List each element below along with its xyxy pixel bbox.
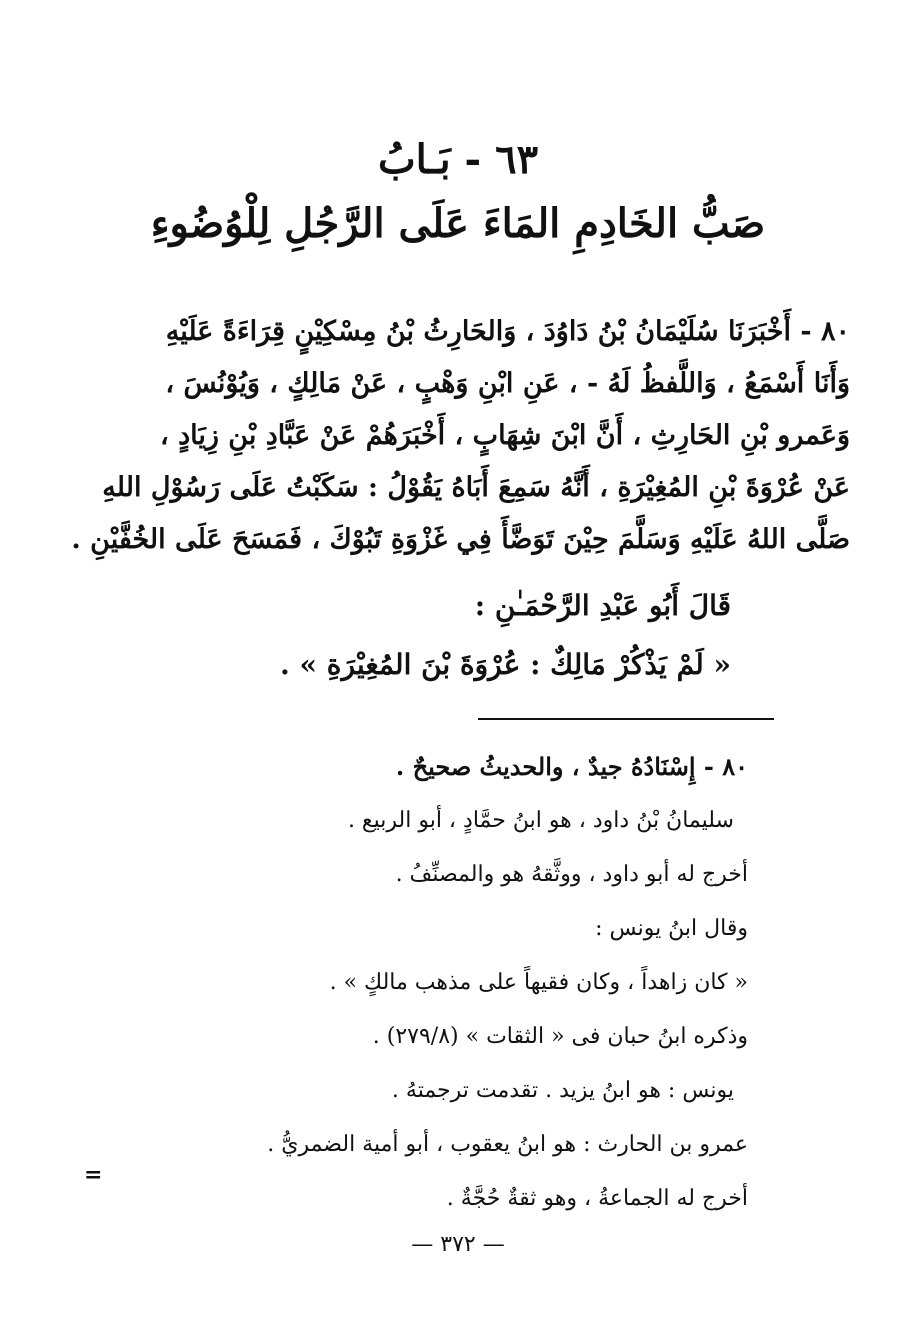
- hadith-line: عَنْ عُرْوَةَ بْنِ المُغِيْرَةِ ، أَنَّهُ سَمِعَ أَبَاهُ يَقُوْلُ : سَكَبْتُ عَلَى رَسُوْلِ اللهِ: [102, 472, 850, 503]
- footnote-divider: [478, 718, 774, 720]
- hadith-line: وَعَمرو بْنِ الحَارِثِ ، أَنَّ ابْنَ شِهَابٍ ، أَخْبَرَهُمْ عَنْ عَبَّادِ بْنِ زِيَادٍ ،: [159, 420, 850, 451]
- footnote-line: أخرج له الجماعةُ ، وهو ثقةٌ حُجَّةٌ .: [446, 1186, 748, 1211]
- author-remark-intro: قَالَ أَبُو عَبْدِ الرَّحْمَـٰنِ :: [474, 589, 731, 622]
- footnote-line: يونس : هو ابنُ يزيد . تقدمت ترجمتهُ .: [391, 1078, 734, 1103]
- chapter-number: ٦٣ - بَـابُ: [377, 136, 539, 183]
- footnote-line: سليمانُ بْنُ داود ، هو ابنُ حمَّادٍ ، أبو الربيع .: [347, 808, 734, 833]
- hadith-text: [60, 306, 850, 566]
- hadith-line: وَأَنَا أَسْمَعُ ، وَاللَّفظُ لَهُ - ، عَنِ ابْنِ وَهْبٍ ، عَنْ مَالِكٍ ، وَيُوْنُسَ ،: [165, 368, 850, 399]
- footnotes: [148, 740, 748, 1226]
- footnote-line: أخرج له أبو داود ، ووثَّقهُ هو والمصنِّفُ .: [395, 862, 748, 887]
- author-remark-quote: « لَمْ يَذْكُرْ مَالِكٌ : عُرْوَةَ بْنَ المُغِيْرَةِ » .: [280, 648, 731, 681]
- hadith-line: ٨٠ - أَخْبَرَنَا سُلَيْمَانُ بْنُ دَاوُدَ ، وَالحَارِثُ بْنُ مِسْكِيْنٍ قِرَاءَةً عَلَيْهِ: [165, 316, 850, 347]
- continuation-mark: =: [84, 1162, 103, 1188]
- footnote-line: عمرو بن الحارث : هو ابنُ يعقوب ، أبو أمية الضمريُّ .: [267, 1132, 748, 1157]
- page-number: — ٣٧٢ —: [411, 1232, 505, 1257]
- hadith-line: صَلَّى اللهُ عَلَيْهِ وَسَلَّمَ حِيْنَ تَوَضَّأَ فِي غَزْوَةِ تَبُوْكَ ، فَمَسَحَ عَلَى الخُفَّيْنِ .: [71, 524, 850, 555]
- footnote-heading: ٨٠ - إِسْنَادُهُ جيدٌ ، والحديثُ صحيحٌ .: [395, 752, 748, 781]
- chapter-title: صَبُّ الخَادِمِ المَاءَ عَلَى الرَّجُلِ لِلْوُضُوءِ: [150, 200, 766, 247]
- footnote-line: وقال ابنُ يونس :: [595, 916, 748, 941]
- footnote-line: « كان زاهداً ، وكان فقيهاً على مذهب مالكٍ » .: [329, 970, 748, 995]
- footnote-line: وذكره ابنُ حبان فى « الثقات » (٢٧٩/٨) .: [372, 1024, 748, 1049]
